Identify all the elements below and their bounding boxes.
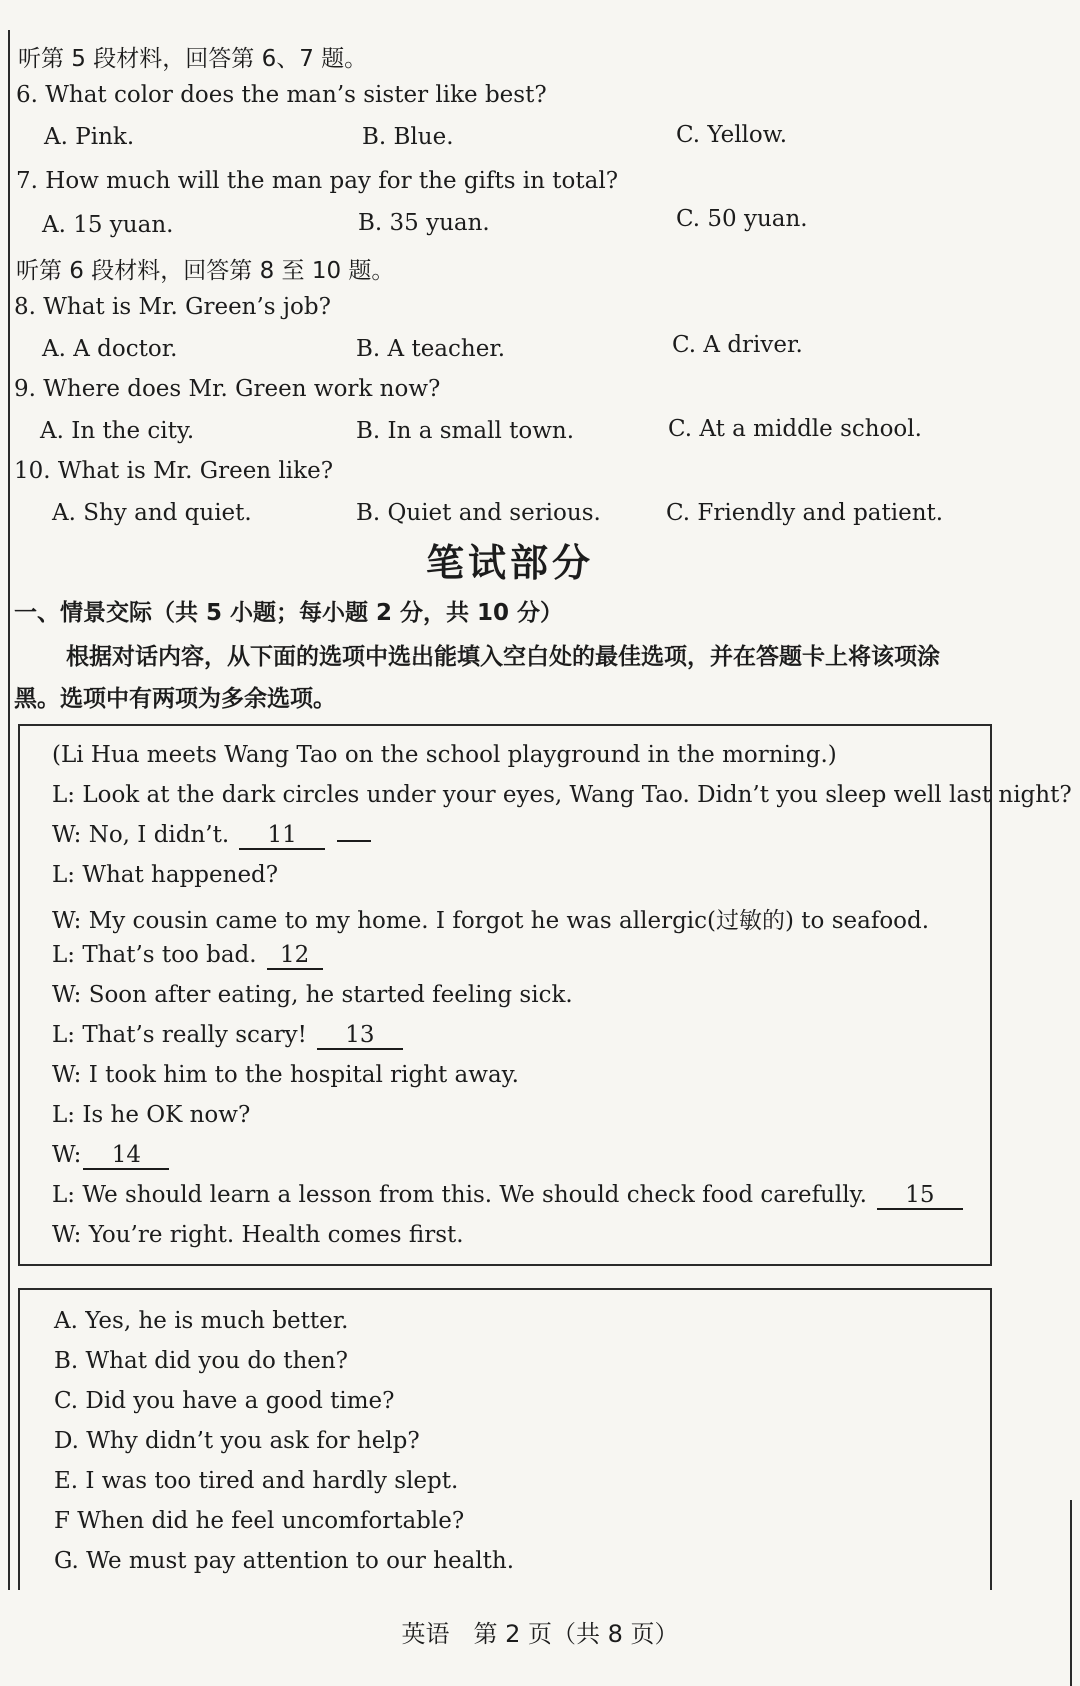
written-section-title: 笔试部分 [425, 541, 594, 585]
q8-option-a: A. A doctor. [42, 336, 178, 362]
question-8: 8. What is Mr. Green’s job? [14, 294, 331, 320]
q7-option-a: A. 15 yuan. [42, 212, 174, 238]
q8-option-b: B. A teacher. [356, 336, 506, 362]
dialogue-scene: (Li Hua meets Wang Tao on the school playground in the morning.) [52, 742, 837, 768]
dialogue-text-w1: W: No, I didn’t. [52, 822, 230, 848]
dialogue-line-w2: W: My cousin came to my home. I forgot he was allergic(过敏的) to seafood. [52, 908, 930, 934]
q10-option-b: B. Quiet and serious. [356, 500, 601, 526]
q9-option-b: B. In a small town. [356, 418, 575, 444]
choice-c: C. Did you have a good time? [54, 1388, 395, 1414]
instruction-line-1: 根据对话内容，从下面的选项中选出能填入空白处的最佳选项，并在答题卡上将该项涂 [66, 644, 940, 670]
q9-option-a: A. In the city. [40, 418, 195, 444]
dialogue-line-w5 [52, 1142, 169, 1170]
choice-a: A. Yes, he is much better. [54, 1308, 349, 1334]
question-10: 10. What is Mr. Green like? [14, 458, 334, 484]
choice-g: G. We must pay attention to our health. [54, 1548, 514, 1574]
dialogue-text-l6: L: We should learn a lesson from this. We should check food carefully. [52, 1182, 867, 1208]
dialogue-line-w3: W: Soon after eating, he started feeling sick. [52, 982, 573, 1008]
choice-e: E. I was too tired and hardly slept. [54, 1468, 459, 1494]
dialogue-line-l2: L: What happened? [52, 862, 279, 888]
dialogue-line-l4 [52, 1022, 403, 1050]
dialogue-text-l4: L: That’s really scary! [52, 1022, 307, 1048]
q10-option-c: C. Friendly and patient. [666, 500, 944, 526]
blank-13[interactable]: 13 [317, 1023, 403, 1050]
part1-header: 一、情景交际（共 5 小题；每小题 2 分，共 10 分） [14, 600, 564, 626]
question-9: 9. Where does Mr. Green work now? [14, 376, 441, 402]
instruction-line-2: 黑。选项中有两项为多余选项。 [14, 686, 336, 712]
choice-d: D. Why didn’t you ask for help? [54, 1428, 420, 1454]
blank-12[interactable]: 12 [267, 943, 323, 970]
q6-option-a: A. Pink. [44, 124, 135, 150]
question-7: 7. How much will the man pay for the gifts in total? [16, 168, 619, 194]
q6-option-b: B. Blue. [362, 124, 454, 150]
dialogue-line-l5: L: Is he OK now? [52, 1102, 251, 1128]
listening-section-5-header: 听第 5 段材料，回答第 6、7 题。 [18, 46, 368, 72]
dialogue-line-w6: W: You’re right. Health comes first. [52, 1222, 464, 1248]
dialogue-box [18, 724, 1072, 1266]
dialogue-line-l1: L: Look at the dark circles under your eyes, Wang Tao. Didn’t you sleep well last night? [52, 782, 1072, 808]
q8-option-c: C. A driver. [672, 332, 803, 358]
listening-section-6-header: 听第 6 段材料，回答第 8 至 10 题。 [16, 258, 395, 284]
blank-11[interactable]: 11 [239, 823, 325, 850]
q6-option-c: C. Yellow. [676, 122, 788, 148]
q10-option-a: A. Shy and quiet. [52, 500, 252, 526]
dialogue-line-l6 [52, 1182, 963, 1210]
question-6: 6. What color does the man’s sister like best? [16, 82, 547, 108]
q7-option-b: B. 35 yuan. [358, 210, 490, 236]
dialogue-text-l3: L: That’s too bad. [52, 942, 257, 968]
q7-option-c: C. 50 yuan. [676, 206, 808, 232]
left-margin-rule [8, 30, 10, 1590]
blank-15[interactable]: 15 [877, 1183, 963, 1210]
dialogue-text-w5: W: [52, 1142, 82, 1168]
q9-option-c: C. At a middle school. [668, 416, 922, 442]
dialogue-line-w1 [52, 822, 371, 850]
right-margin-rule [1070, 1500, 1072, 1686]
choices-box [18, 1288, 992, 1590]
dialogue-line-w4: W: I took him to the hospital right away. [52, 1062, 519, 1088]
dialogue-line-l3 [52, 942, 323, 970]
choice-f: F When did he feel uncomfortable? [54, 1508, 465, 1534]
blank-11-extra-line [337, 840, 371, 842]
page-footer: 英语 第 2 页（共 8 页） [401, 1620, 679, 1648]
choice-b: B. What did you do then? [54, 1348, 349, 1374]
blank-14[interactable]: 14 [83, 1143, 169, 1170]
